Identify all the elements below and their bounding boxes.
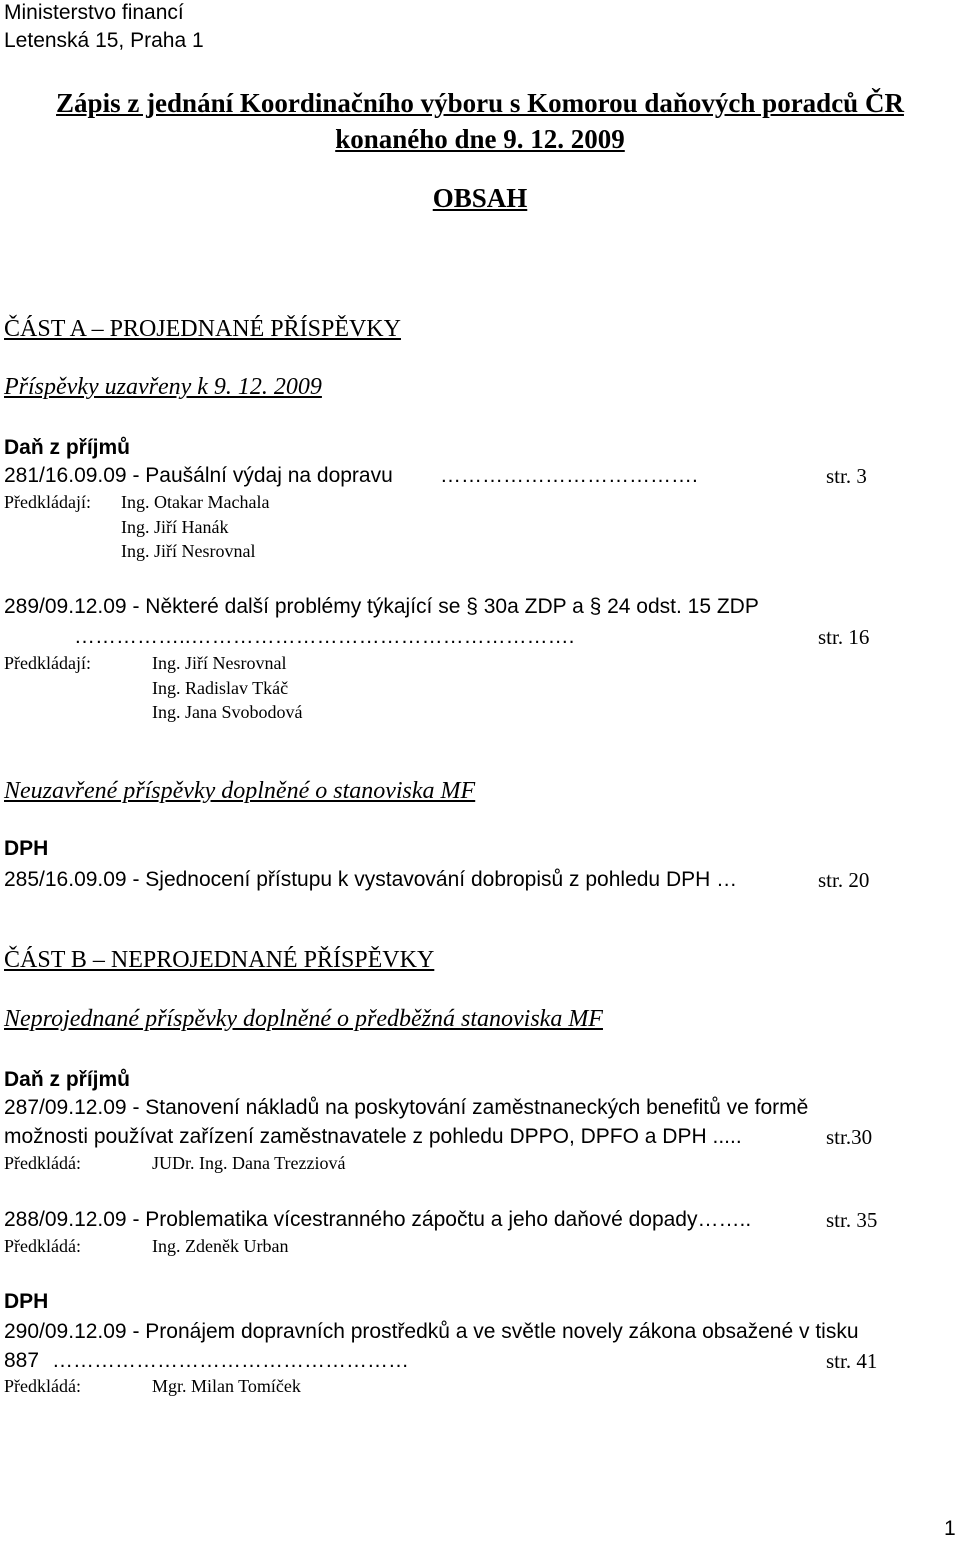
item-290-presenter: Mgr. Milan Tomíček [152,1376,301,1396]
item-281-presenter-1: Ing. Otakar Machala [121,492,270,512]
item-281-presenter-3: Ing. Jiří Nesrovnal [121,541,256,561]
item-289-title: 289/09.12.09 - Některé další problémy týkající se § 30a ZDP a § 24 odst. 15 ZDP [4,595,759,618]
item-281-page: str. 3 [826,464,867,488]
item-288-title: 288/09.12.09 - Problematika vícestranného zápočtu a jeho daňové dopady…….. [4,1208,752,1231]
category-income-tax-b: Daň z příjmů [4,1068,131,1091]
ministry-name: Ministerstvo financí [4,1,184,24]
item-289-page: str. 16 [818,625,870,649]
category-vat-b: DPH [4,1290,49,1313]
item-287-title-line1: 287/09.12.09 - Stanovení nákladů na poskytování zaměstnaneckých benefitů ve formě [4,1096,809,1119]
item-289-presenter-1: Ing. Jiří Nesrovnal [152,653,287,673]
item-287-presenter-label: Předkládá: [4,1153,81,1173]
unprocessed-contributions-heading: Neprojednané příspěvky doplněné o předběžná stanoviska MF [4,1006,603,1032]
item-289-dots: ……………..………………………………………………. [74,625,575,648]
item-289-presenter-2: Ing. Radislav Tkáč [152,678,289,698]
item-285-page: str. 20 [818,868,870,892]
item-281-presenters-label: Předkládají: [4,492,91,512]
item-288-presenter-label: Předkládá: [4,1236,81,1256]
item-290-presenter-label: Předkládá: [4,1376,81,1396]
part-a-heading: ČÁST A – PROJEDNANÉ PŘÍSPĚVKY [4,316,401,342]
item-285-title: 285/16.09.09 - Sjednocení přístupu k vystavování dobropisů z pohledu DPH … [4,868,738,891]
item-281-title: 281/16.09.09 - Paušální výdaj na dopravu [4,464,393,487]
item-287-presenter: JUDr. Ing. Dana Trezziová [152,1153,346,1173]
part-b-heading: ČÁST B – NEPROJEDNANÉ PŘÍSPĚVKY [4,947,435,973]
item-281-presenter-2: Ing. Jiří Hanák [121,517,229,537]
category-income-tax: Daň z příjmů [4,436,131,459]
document-title-line1: Zápis z jednání Koordinačního výboru s Komorou daňových poradců ČR [56,88,904,118]
category-vat: DPH [4,837,49,860]
item-290-title-line1: 290/09.12.09 - Pronájem dopravních prostředků a ve světle novely zákona obsažené v tisku [4,1320,859,1343]
item-288-presenter: Ing. Zdeněk Urban [152,1236,289,1256]
item-287-page: str.30 [826,1125,873,1149]
item-288-page: str. 35 [826,1208,878,1232]
item-289-presenter-3: Ing. Jana Svobodová [152,702,303,722]
item-281-dots: ………………………………. [440,464,698,487]
item-290-dots: …………………………………………… [52,1349,409,1372]
closed-contributions-heading: Příspěvky uzavřeny k 9. 12. 2009 [4,374,322,400]
open-contributions-heading: Neuzavřené příspěvky doplněné o stanoviska MF [4,778,476,804]
ministry-address: Letenská 15, Praha 1 [4,29,204,52]
contents-heading: OBSAH [432,183,528,213]
item-290-page: str. 41 [826,1349,878,1373]
document-title-line2: konaného dne 9. 12. 2009 [335,124,625,154]
item-290-title-line2: 887 [4,1349,40,1372]
page-number: 1 [944,1517,956,1540]
item-287-title-line2: možnosti používat zařízení zaměstnavatele z pohledu DPPO, DPFO a DPH ..... [4,1125,742,1148]
item-289-presenters-label: Předkládají: [4,653,91,673]
